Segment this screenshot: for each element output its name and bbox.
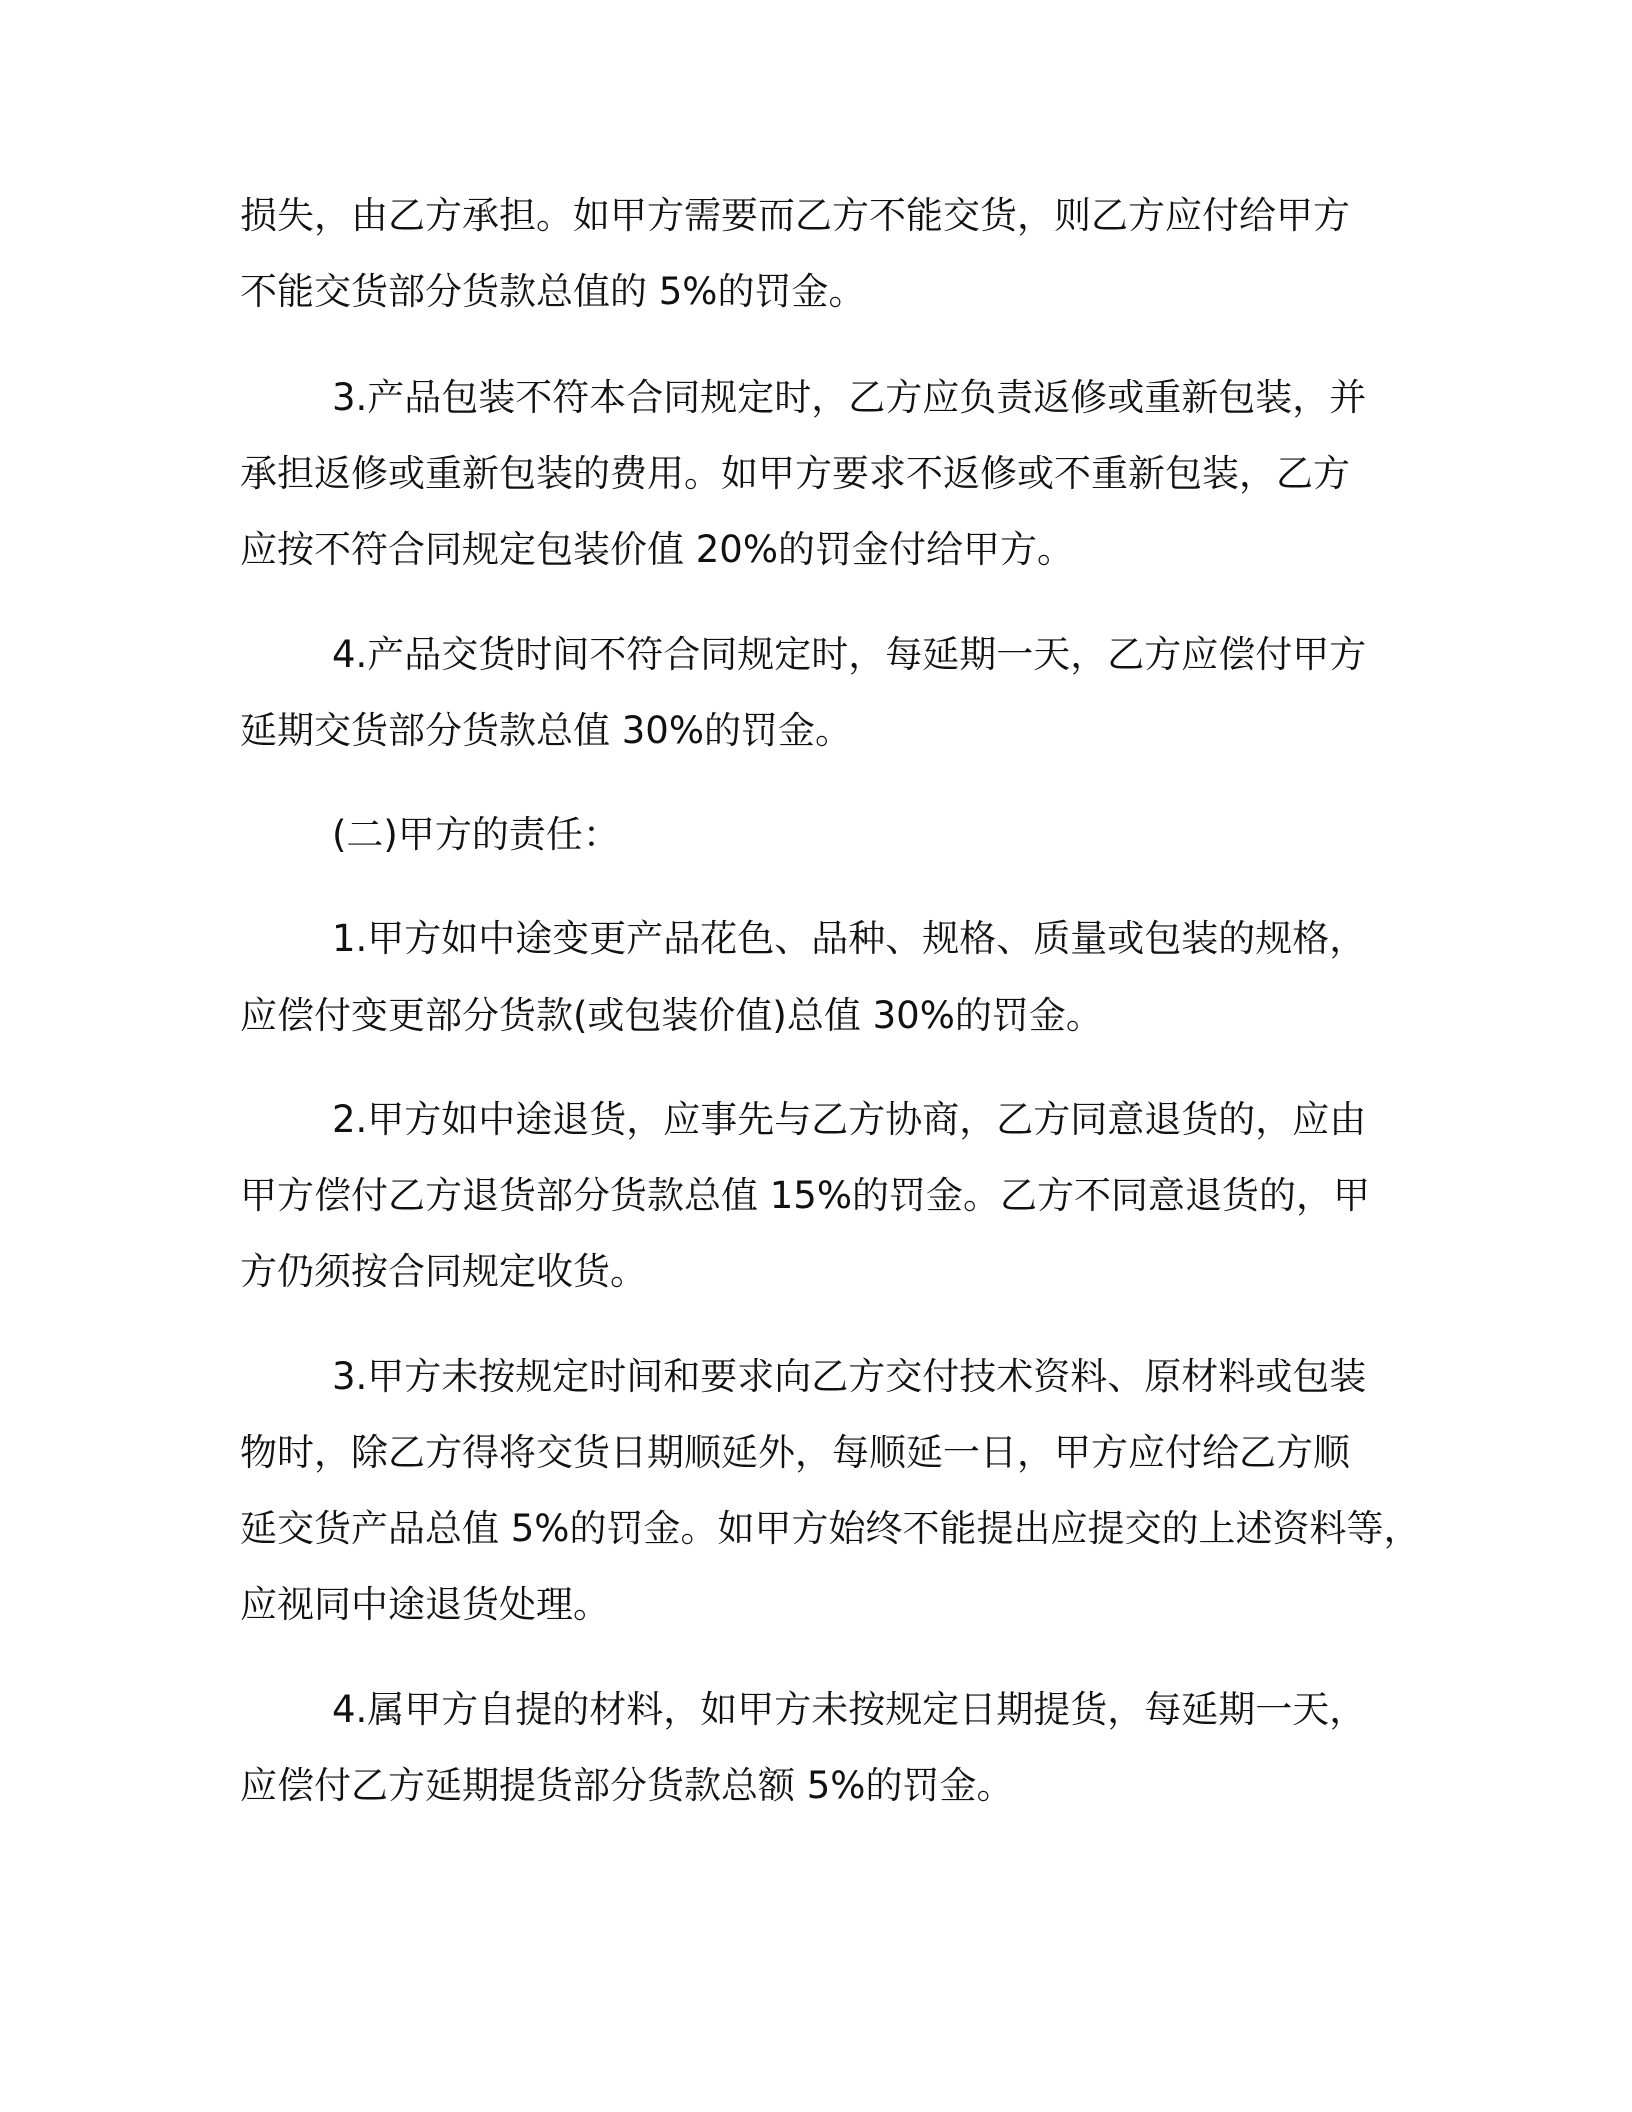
- text-line: 应视同中途退货处理。: [240, 1583, 610, 1626]
- paragraph-line: 2.甲方如中途退货，应事先与乙方协商，乙方同意退货的，应由: [332, 1098, 1367, 1141]
- text-line: 延交货产品总值 5%的罚金。如甲方始终不能提出应提交的上述资料等，: [240, 1507, 1421, 1550]
- paragraph-line: 3.产品包装不符本合同规定时，乙方应负责返修或重新包装，并: [332, 376, 1367, 419]
- text-line: 方仍须按合同规定收货。: [240, 1250, 647, 1293]
- text-line: 应按不符合同规定包装价值 20%的罚金付给甲方。: [240, 528, 1074, 571]
- text-line: 应偿付乙方延期提货部分货款总额 5%的罚金。: [240, 1764, 1014, 1807]
- text-line: 延期交货部分货款总值 30%的罚金。: [240, 709, 852, 752]
- paragraph-line: 4.属甲方自提的材料，如甲方未按规定日期提货，每延期一天，: [332, 1688, 1367, 1731]
- text-line: 承担返修或重新包装的费用。如甲方要求不返修或不重新包装，乙方: [240, 452, 1350, 495]
- text-line: 不能交货部分货款总值的 5%的罚金。: [240, 270, 866, 313]
- paragraph-line: 1.甲方如中途变更产品花色、品种、规格、质量或包装的规格，: [332, 917, 1367, 960]
- paragraph-line: 3.甲方未按规定时间和要求向乙方交付技术资料、原材料或包装: [332, 1355, 1367, 1398]
- section-heading: (二)甲方的责任：: [332, 813, 620, 856]
- text-line: 物时，除乙方得将交货日期顺延外，每顺延一日，甲方应付给乙方顺: [240, 1431, 1350, 1474]
- text-line: 损失，由乙方承担。如甲方需要而乙方不能交货，则乙方应付给甲方: [240, 194, 1350, 237]
- paragraph-line: 4.产品交货时间不符合同规定时，每延期一天，乙方应偿付甲方: [332, 633, 1367, 676]
- text-line: 甲方偿付乙方退货部分货款总值 15%的罚金。乙方不同意退货的，甲: [240, 1174, 1370, 1217]
- text-line: 应偿付变更部分货款(或包装价值)总值 30%的罚金。: [240, 994, 1103, 1037]
